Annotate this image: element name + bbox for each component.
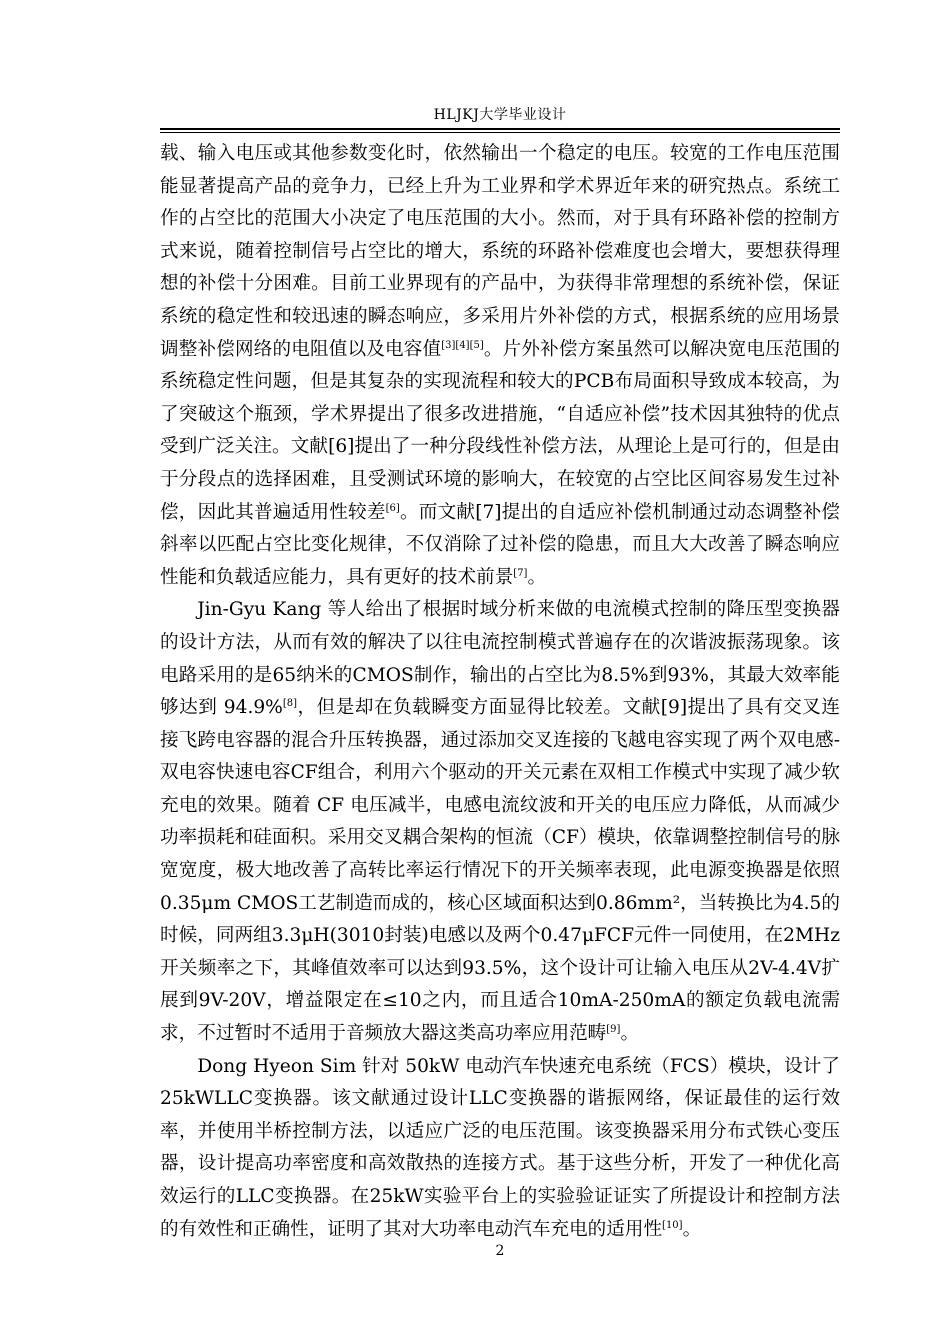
text-run: ，但是却在负载瞬变方面显得比较差。文献[9]提出了具有交叉连接飞跨电容器的混合升压转换器，通过添加交叉连接的飞越电容实现了两个双电感-双电容快速电容CF组合，利用六个驱动的开关元素在双相工作模式中实现了减少软充电的效果。随着 CF 电压减半，电感电流纹波和开关的电压应力降低，从而减少功率损耗和硅面积。采用交叉耦合架构的恒流（CF）模块，依靠调整控制信号的脉宽宽度，极大地改善了高转比率运行情况下的开关频率表现，此电源变换器是依照0.35μm CMOS工艺制造而成的，核心区域面积达到0.86mm²，当转换比为4.5的时候，同两组3.3μH(3010封装)电感以及两个0.47μFCF元件一同使用，在2MHz开关频率之下，其峰值效率可以达到93.5%，这个设计可让输入电压从2V-4.4V扩展到9V-20V，增益限定在≤10之内，而且适合10mA-250mA的额定负载电流需求，不过暂时不适用于音频放大器这类高功率应用范畴 bbox=[160, 697, 841, 1045]
paragraph-jin-gyu-kang bbox=[160, 594, 840, 1050]
text-run: 。 bbox=[527, 566, 547, 588]
paragraph-continuation bbox=[160, 138, 840, 594]
text-run: 。而文献[7]提出的自适应补偿机制通过动态调整补偿斜率以匹配占空比变化规律，不仅消除了过补偿的隐患，而且大大改善了瞬态响应性能和负载适应能力，具有更好的技术前景 bbox=[160, 501, 840, 588]
text-run: 。 bbox=[620, 1023, 640, 1045]
header-rule-thin bbox=[160, 132, 840, 133]
citation: [10] bbox=[662, 1219, 683, 1231]
document-body bbox=[160, 138, 840, 1246]
text-run: 。片外补偿方案虽然可以解决宽电压范围的系统稳定性问题，但是其复杂的实现流程和较大的PCB布局面积导致成本较高，为了突破这个瓶颈，学术界提出了很多改进措施，“自适应补偿”技术因其独特的优点受到广泛关注。文献[6]提出了一种分段线性补偿方法，从理论上是可行的，但是由于分段点的选择困难，且受测试环境的影响大，在较宽的占空比区间容易发生过补偿，因此其普遍适用性较差 bbox=[160, 338, 840, 523]
citation: [7] bbox=[513, 567, 528, 579]
citation: [9] bbox=[606, 1023, 621, 1035]
citation: [6] bbox=[385, 502, 400, 514]
text-run: Dong Hyeon Sim 针对 50kW 电动汽车快速充电系统（FCS）模块，设计了25kWLLC变换器。该文献通过设计LLC变换器的谐振网络，保证最佳的运行效率，并使用半桥控制方法，以适应广泛的电压范围。该变换器采用分布式铁心变压器，设计提高功率密度和高效散热的连接方式。基于这些分析，开发了一种优化高效运行的LLC变换器。在25kW实验平台上的实验验证证实了所提设计和控制方法的有效性和正确性，证明了其对大功率电动汽车充电的适用性 bbox=[160, 1055, 840, 1240]
page-number: 2 bbox=[495, 1243, 505, 1259]
paragraph-dong-hyeon-sim bbox=[160, 1051, 840, 1247]
citation: [3][4][5] bbox=[441, 339, 484, 351]
page-header: HLJKJ大学毕业设计 bbox=[433, 107, 567, 123]
text-run: 载、输入电压或其他参数变化时，依然输出一个稳定的电压。较宽的工作电压范围能显著提高产品的竞争力，已经上升为工业界和学术界近年来的研究热点。系统工作的占空比的范围大小决定了电压范围的大小。然而，对于具有环路补偿的控制方式来说，随着控制信号占空比的增大，系统的环路补偿难度也会增大，要想获得理想的补偿十分困难。目前工业界现有的产品中，为获得非常理想的系统补偿，保证系统的稳定性和较迅速的瞬态响应，多采用片外补偿的方式，根据系统的应用场景调整补偿网络的电阻值以及电容值 bbox=[160, 143, 840, 360]
header-rule-thick bbox=[160, 128, 840, 130]
citation: [8] bbox=[282, 697, 298, 709]
text-run: Jin-Gyu Kang 等人给出了根据时域分析来做的电流模式控制的降压型变换器的设计方法，从而有效的解决了以往电流控制模式普遍存在的次谐波振荡现象。该电路采用的是65纳米的CMOS制作，输出的占空比为8.5%到93%，其最大效率能够达到 94.9% bbox=[160, 599, 840, 719]
text-run: 。 bbox=[682, 1218, 702, 1240]
